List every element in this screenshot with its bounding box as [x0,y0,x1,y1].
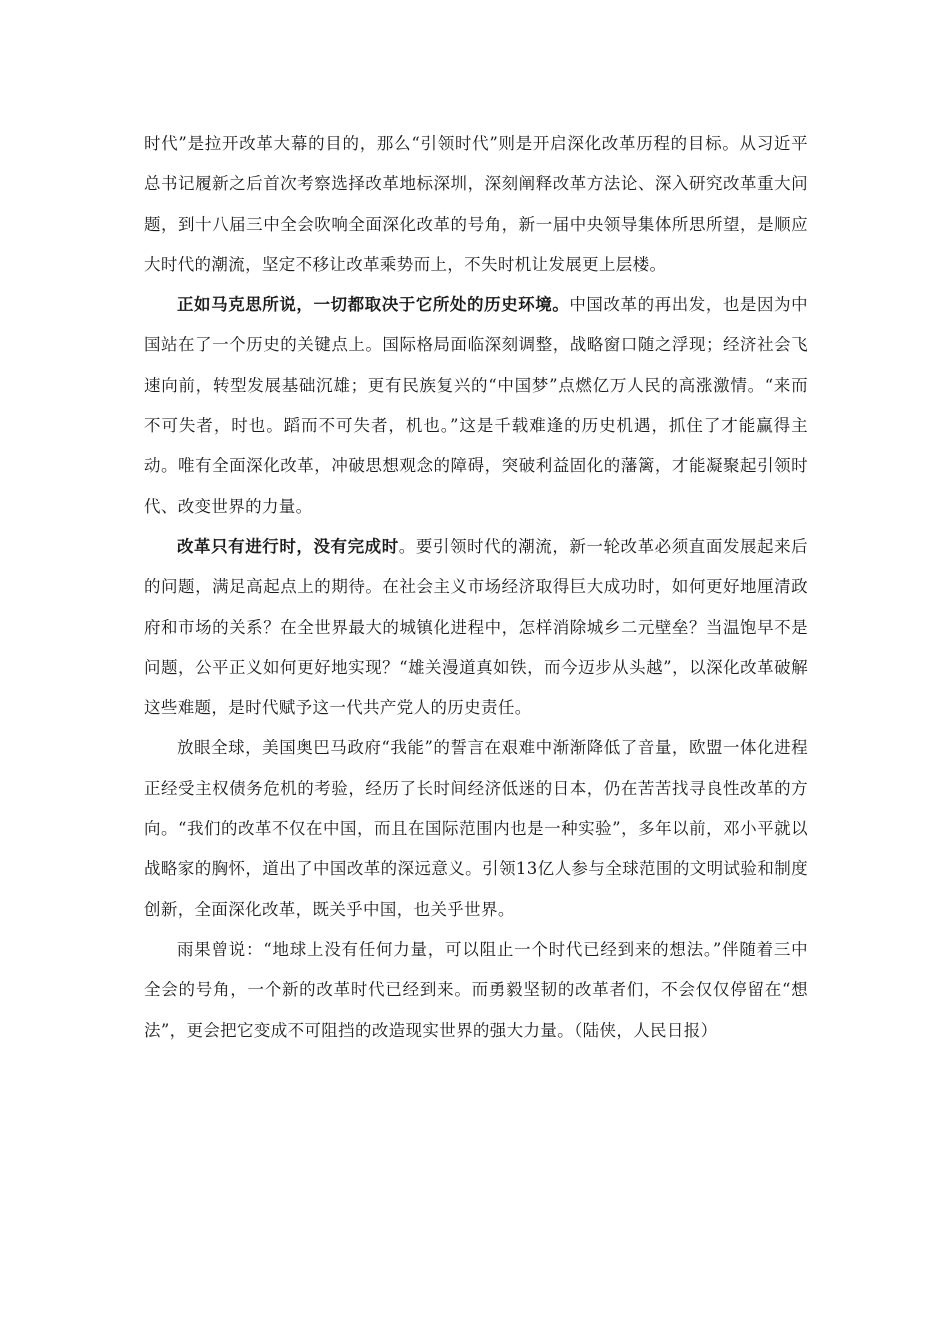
paragraph-1-text: 时代”是拉开改革大幕的目的，那么“引领时代”则是开启深化改革历程的目标。从习近平总书记履新之后首次考察选择改革地标深圳，深刻阐释改革方法论、深入研究改革重大问题，到十八届三中全会吹响全面深化改革的号角，新一届中央领导集体所思所望，是顺应大时代的潮流，坚定不移让改革乘势而上，不失时机让发展更上层楼。 [144,134,808,274]
article-body [144,124,808,1051]
paragraph-3-lead: 改革只有进行时，没有完成时 [177,536,399,556]
paragraph-1 [144,124,808,285]
paragraph-2 [144,285,808,527]
paragraph-5 [144,930,808,1051]
paragraph-3 [144,527,808,728]
paragraph-4-text: 放眼全球，美国奥巴马政府“我能”的誓言在艰难中渐渐降低了音量，欧盟一体化进程正经受主权债务危机的考验，经历了长时间经济低迷的日本，仍在苦苦找寻良性改革的方向。“我们的改革不仅在中国，而且在国际范围内也是一种实验”，多年以前，邓小平就以战略家的胸怀，道出了中国改革的深远意义。引领13亿人参与全球范围的文明试验和制度创新，全面深化改革，既关乎中国，也关乎世界。 [144,738,808,919]
paragraph-4 [144,728,808,929]
paragraph-3-text: 。要引领时代的潮流，新一轮改革必须直面发展起来后的问题，满足高起点上的期待。在社会主义市场经济取得巨大成功时，如何更好地厘清政府和市场的关系？在全世界最大的城镇化进程中，怎样消除城乡二元壁垒？当温饱早不是问题，公平正义如何更好地实现？“雄关漫道真如铁，而今迈步从头越”，以深化改革破解这些难题，是时代赋予这一代共产党人的历史责任。 [144,536,808,718]
paragraph-2-text: 中国改革的再出发，也是因为中国站在了一个历史的关键点上。国际格局面临深刻调整，战略窗口随之浮现；经济社会飞速向前，转型发展基础沉雄；更有民族复兴的“中国梦”点燃亿万人民的高涨激情。“来而不可失者，时也。蹈而不可失者，机也。”这是千载难逢的历史机遇，抓住了才能赢得主动。唯有全面深化改革，冲破思想观念的障碍，突破利益固化的藩篱，才能凝聚起引领时代、改变世界的力量。 [144,295,808,516]
paragraph-5-text: 雨果曾说：“地球上没有任何力量，可以阻止一个时代已经到来的想法。”伴随着三中全会的号角，一个新的改革时代已经到来。而勇毅坚韧的改革者们，不会仅仅停留在“想法”，更会把它变成不可阻挡的改造现实世界的强大力量。（陆侠，人民日报） [144,939,808,1040]
paragraph-2-lead: 正如马克思所说，一切都取决于它所处的历史环境。 [177,295,570,315]
